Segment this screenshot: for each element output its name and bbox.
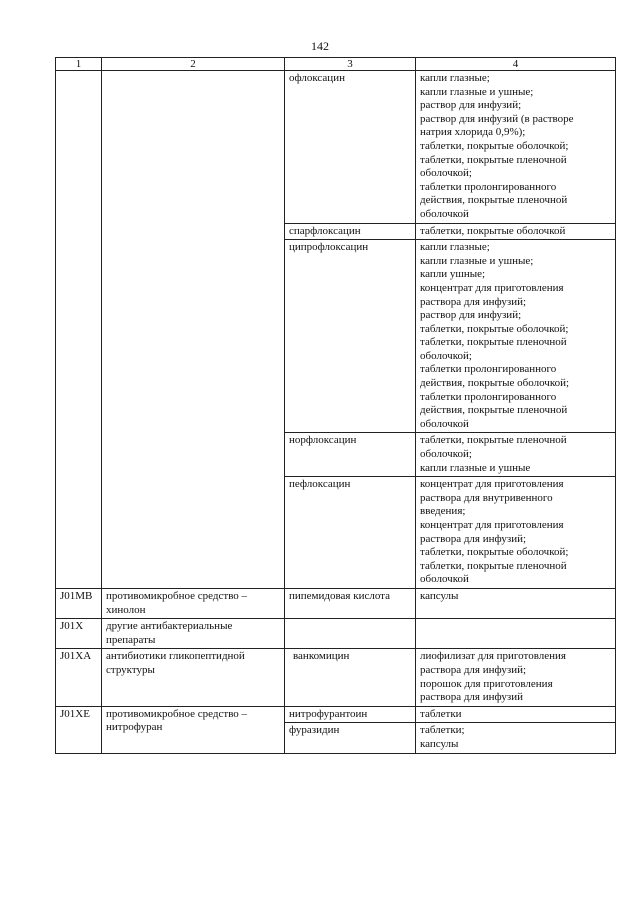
drug-name-cell: пипемидовая кислота	[285, 588, 416, 618]
group-name-cell: другие антибактериальные препараты	[102, 619, 285, 649]
dosage-form-line: капсулы	[420, 737, 459, 750]
dosage-form-line: раствора для инфузий	[420, 691, 523, 704]
dosage-form-line: таблетки, покрытые оболочкой;	[420, 546, 569, 559]
table-row	[56, 619, 616, 649]
dosage-forms-cell	[416, 649, 616, 706]
drug-name-cell	[285, 619, 416, 649]
dosage-forms-cell	[416, 433, 616, 477]
atc-code-cell: J01X	[56, 619, 102, 649]
dosage-form-line: капли глазные;	[420, 72, 490, 84]
dosage-form-line: натрия хлорида 0,9%);	[420, 126, 526, 139]
dosage-forms-cell	[416, 723, 616, 753]
atc-code-cell	[56, 71, 102, 589]
dosage-form-line: таблетки, покрытые оболочкой;	[420, 139, 569, 152]
dosage-form-line: таблетки, покрытые оболочкой	[420, 224, 566, 237]
dosage-form-line: введения;	[420, 505, 466, 518]
dosage-form-line: таблетки пролонгированного	[420, 363, 557, 376]
drug-name-cell: ципрофлоксацин	[285, 240, 416, 433]
dosage-form-line: капсулы	[420, 589, 459, 602]
dosage-form-line: концентрат для приготовления	[420, 478, 564, 491]
dosage-form-line: капли ушные;	[420, 268, 486, 281]
dosage-form-line: раствор для инфузий;	[420, 99, 522, 112]
dosage-form-line: концентрат для приготовления	[420, 281, 564, 294]
dosage-form-line: раствора для внутривенного	[420, 491, 553, 504]
table-row	[56, 649, 616, 706]
dosage-form-line: оболочкой	[420, 207, 469, 220]
dosage-form-line: капли глазные и ушные;	[420, 254, 534, 267]
dosage-form-line: капли глазные;	[420, 241, 490, 254]
group-name-cell	[102, 71, 285, 589]
table-row	[56, 71, 616, 224]
dosage-form-line: таблетки, покрытые пленочной	[420, 559, 567, 572]
drug-name-cell: офлоксацин	[285, 71, 416, 224]
dosage-form-line: раствор для инфузий (в растворе	[420, 112, 574, 125]
dosage-form-line: лиофилизат для приготовления	[420, 650, 566, 663]
header-cell-2: 2	[102, 58, 285, 71]
dosage-forms-cell	[416, 223, 616, 240]
dosage-form-line: оболочкой	[420, 573, 469, 586]
drug-name-cell: нитрофурантоин	[285, 706, 416, 723]
group-name-cell: антибиотики гликопептидной структуры	[102, 649, 285, 706]
dosage-form-line: таблетки;	[420, 724, 465, 737]
drug-name-cell: норфлоксацин	[285, 433, 416, 477]
drug-name-cell: фуразидин	[285, 723, 416, 753]
atc-code-cell: J01XE	[56, 706, 102, 753]
header-cell-1: 1	[56, 58, 102, 71]
dosage-form-line: таблетки	[420, 707, 462, 720]
table-row	[56, 588, 616, 618]
page-number: 142	[311, 39, 329, 53]
dosage-form-line: концентрат для приготовления	[420, 519, 564, 531]
dosage-form-line: таблетки, покрытые пленочной	[420, 336, 567, 349]
dosage-forms-cell	[416, 71, 616, 224]
dosage-form-line: оболочкой	[420, 417, 469, 430]
dosage-form-line: оболочкой;	[420, 448, 472, 461]
atc-code-cell: J01MB	[56, 588, 102, 618]
table-row	[56, 706, 616, 723]
dosage-form-line: оболочкой;	[420, 167, 472, 180]
dosage-forms-cell	[416, 619, 616, 649]
dosage-forms-cell	[416, 477, 616, 589]
dosage-forms-cell	[416, 240, 616, 433]
dosage-form-line: капли глазные и ушные;	[420, 85, 534, 98]
atc-code-cell: J01XA	[56, 649, 102, 706]
drug-name-cell: пефлоксацин	[285, 477, 416, 589]
dosage-form-line: порошок для приготовления	[420, 677, 553, 690]
dosage-form-line: действия, покрытые пленочной	[420, 194, 568, 207]
dosage-form-line: оболочкой;	[420, 349, 472, 362]
dosage-form-line: раствора для инфузий;	[420, 295, 527, 308]
header-row	[56, 58, 616, 71]
dosage-forms-cell	[416, 588, 616, 618]
dosage-form-line: таблетки, покрытые пленочной	[420, 153, 567, 166]
group-name-cell: противомикробное средство – хинолон	[102, 588, 285, 618]
dosage-forms-cell	[416, 706, 616, 723]
dosage-form-line: таблетки, покрытые пленочной	[420, 434, 567, 447]
dosage-form-line: таблетки пролонгированного	[420, 390, 557, 403]
dosage-form-line: таблетки, покрытые оболочкой;	[420, 322, 569, 335]
medication-table	[55, 57, 616, 754]
drug-name-cell: спарфлоксацин	[285, 223, 416, 240]
dosage-form-line: раствор для инфузий;	[420, 309, 522, 322]
table-body	[56, 58, 616, 754]
drug-name-cell: ванкомицин	[285, 649, 416, 706]
header-cell-4: 4	[416, 58, 616, 71]
dosage-form-line: капли глазные и ушные	[420, 461, 531, 474]
dosage-form-line: таблетки пролонгированного	[420, 180, 557, 193]
dosage-form-line: действия, покрытые оболочкой;	[420, 377, 570, 390]
dosage-form-line: раствора для инфузий;	[420, 663, 527, 676]
header-cell-3: 3	[285, 58, 416, 71]
dosage-form-line: раствора для инфузий;	[420, 532, 527, 545]
dosage-form-line: действия, покрытые пленочной	[420, 404, 568, 417]
group-name-cell: противомикробное средство – нитрофуран	[102, 706, 285, 753]
